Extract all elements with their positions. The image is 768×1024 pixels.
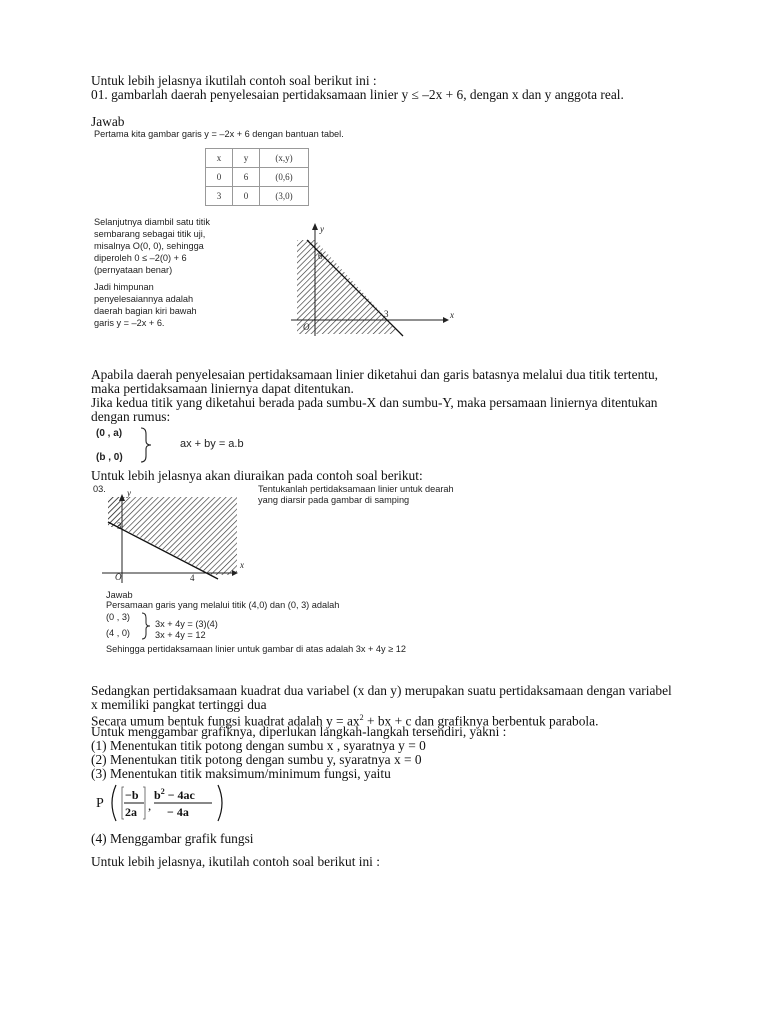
table-cell: 0: [206, 168, 233, 187]
table-cell: (0,6): [260, 168, 309, 187]
vertex-p: P: [96, 796, 104, 811]
paragraph-4: Sedangkan pertidaksamaan kuadrat dua variabel (x dan y) merupakan suatu pertidaksamaan dengan variabel x memiliki pangkat tertinggi dua: [91, 683, 672, 712]
formula1-point-b: (b , 0): [96, 452, 123, 463]
fig3-line-1: Persamaan garis yang melalui titik (4,0) dan (0, 3) adalah: [106, 600, 340, 610]
intro-text: Untuk lebih jelasnya ikutilah contoh soal berikut ini :: [91, 73, 377, 88]
question-1: 01. gambarlah daerah penyelesaian pertidaksamaan linier y ≤ –2x + 6, dengan x dan y anggota real.: [91, 87, 624, 102]
paragraph-1: Apabila daerah penyelesaian pertidaksamaan linier diketahui dan garis batasnya melalui dua titik tertentu, maka pertidaksamaan liniernya dapat ditentukan.: [91, 367, 659, 396]
fig1-value-table: [205, 148, 309, 206]
svg-text:b2 − 4ac: [154, 787, 196, 802]
vertex-comma: ,: [148, 798, 152, 813]
step-4: (4) Menggambar grafik fungsi: [91, 831, 254, 846]
fig3-task-line-2: yang diarsir pada gambar di samping: [258, 495, 410, 505]
vertex-formula: [94, 782, 226, 824]
vertex-den-1: 2a: [125, 805, 137, 819]
paragraph-5-sup: 2: [359, 713, 364, 722]
formula1-equation: ax + by = a.b: [180, 438, 244, 450]
fig3-equation-2: 3x + 4y = 12: [155, 630, 206, 640]
table-header: y: [233, 149, 260, 168]
fig1-y-label: y: [320, 224, 324, 234]
fig1-note-1-line: misalnya O(0, 0), sehingga: [94, 241, 204, 251]
fig1-step1: Pertama kita gambar garis y = –2x + 6 dengan bantuan tabel.: [94, 129, 344, 139]
table-cell: (3,0): [260, 187, 309, 206]
paragraph-2: Jika kedua titik yang diketahui berada pada sumbu-X dan sumbu-Y, maka persamaan liniernya ditentukan dengan rumus:: [91, 395, 658, 424]
formula1-point-a: (0 , a): [96, 428, 123, 439]
fig3-number: 03.: [93, 484, 106, 494]
paragraph-5-b: + bx + c dan grafiknya berbentuk parabola.: [363, 713, 599, 729]
fig3-shaded-region: [108, 497, 237, 575]
fig3-point-2: (4 , 0): [106, 628, 130, 638]
step-1: (1) Menentukan titik potong dengan sumbu x , syaratnya y = 0: [91, 738, 426, 753]
fig3-origin-label: O: [115, 572, 122, 582]
fig1-graph: [285, 218, 460, 338]
fig3-conclusion: Sehingga pertidaksamaan linier untuk gambar di atas adalah 3x + 4y ≥ 12: [106, 644, 406, 654]
fig1-note-1-line: (pernyataan benar): [94, 265, 173, 275]
fig1-x-tick: 3: [384, 309, 389, 319]
fig3-y-label: y: [127, 488, 131, 498]
step-3: (3) Menentukan titik maksimum/minimum fungsi, yaitu: [91, 766, 391, 781]
fig3-task-line-1: Tentukanlah pertidaksamaan linier untuk dearah: [258, 484, 454, 494]
vertex-num-2-rest: − 4ac: [164, 788, 195, 802]
fig1-note-2-line: Jadi himpunan: [94, 282, 154, 292]
vertex-num-1: −b: [125, 788, 139, 802]
fig3-x-tick: 4: [190, 573, 195, 583]
fig1-origin-label: O: [303, 322, 310, 332]
vertex-num-2: b: [154, 788, 161, 802]
vertex-den-2: − 4a: [167, 805, 189, 819]
fig1-note-1-line: diperoleh 0 ≤ –2(0) + 6: [94, 253, 187, 263]
table-cell: 3: [206, 187, 233, 206]
jawab-label: Jawab: [91, 114, 125, 129]
table-cell: 6: [233, 168, 260, 187]
fig1-note-1-line: Selanjutnya diambil satu titik: [94, 217, 210, 227]
paragraph-6: Untuk menggambar grafiknya, diperlukan langkah-langkah tersendiri, yakni :: [91, 724, 507, 739]
fig3-y-tick: 3: [117, 521, 122, 531]
fig1-note-2-line: garis y = –2x + 6.: [94, 318, 165, 328]
fig1-note-2-line: penyelesaiannya adalah: [94, 294, 194, 304]
fig1-note-2-line: daerah bagian kiri bawah: [94, 306, 197, 316]
outro-text: Untuk lebih jelasnya, ikutilah contoh soal berikut ini :: [91, 854, 380, 869]
fig3-equation-1: 3x + 4y = (3)(4): [155, 619, 218, 629]
table-header: (x,y): [260, 149, 309, 168]
formula1-brace: [138, 427, 154, 463]
vertex-num-2-sup: 2: [160, 787, 165, 796]
table-cell: 0: [233, 187, 260, 206]
fig3-brace: [140, 612, 152, 640]
table-header: x: [206, 149, 233, 168]
fig3-x-label: x: [240, 560, 244, 570]
fig1-note-1-line: sembarang sebagai titik uji,: [94, 229, 206, 239]
fig3-graph: [100, 487, 250, 587]
fig1-x-label: x: [450, 310, 454, 320]
paragraph-5-a: Secara umum bentuk fungsi kuadrat adalah y = ax: [91, 713, 360, 729]
fig1-y-tick: 6: [318, 251, 323, 261]
fig3-point-1: (0 , 3): [106, 612, 130, 622]
fig3-jawab: Jawab: [106, 590, 133, 600]
paragraph-3: Untuk lebih jelasnya akan diuraikan pada contoh soal berikut:: [91, 468, 423, 483]
step-2: (2) Menentukan titik potong dengan sumbu y, syaratnya x = 0: [91, 752, 422, 767]
